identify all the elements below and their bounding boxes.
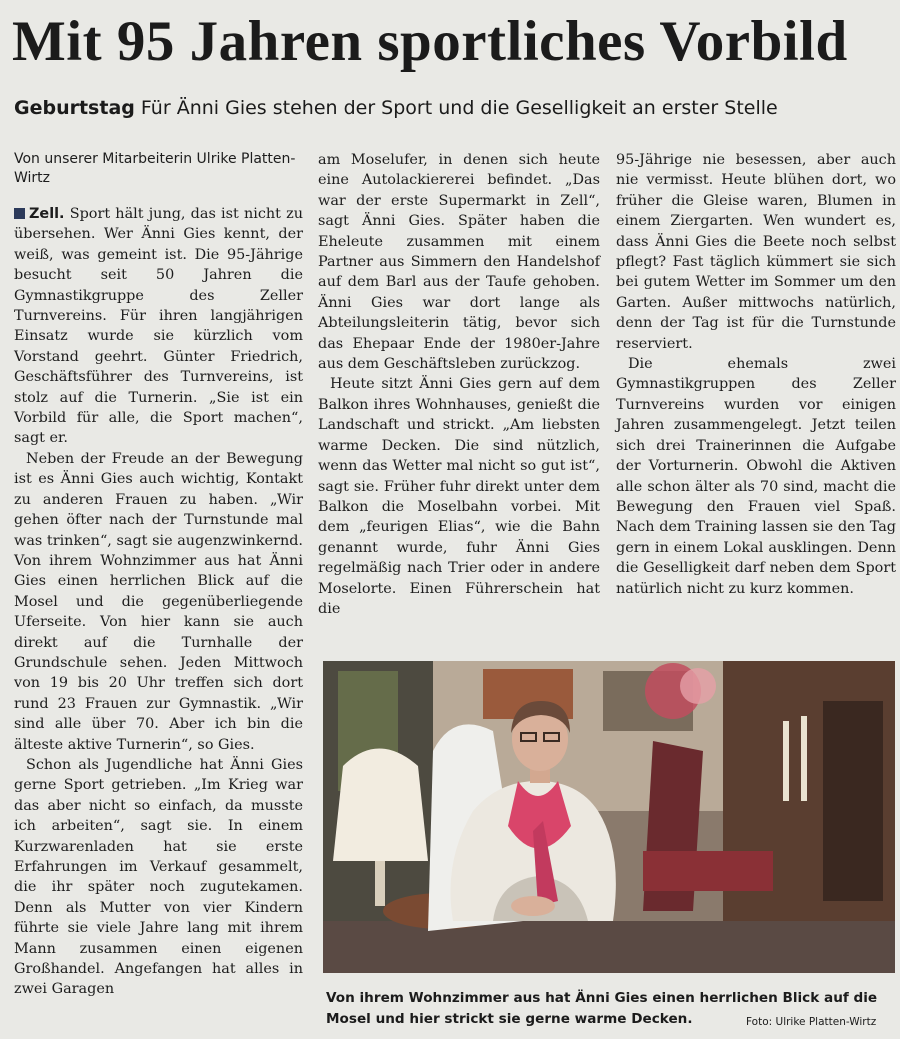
article-column-2	[318, 150, 600, 619]
subhead-text: Für Änni Gies stehen der Sport und die Geselligkeit an erster Stelle	[140, 97, 778, 119]
subhead-kicker: Geburtstag	[14, 97, 135, 119]
article-paragraph: 95-Jährige nie besessen, aber auch nie vermisst. Heute blühen dort, wo früher die Gleise waren, Blumen in einem Ziergarten. Wen wundert es, dass Änni Gies die Beete noch selbst pflegt? Fast täglich kümmert sie sich bei gutem Wetter im Sommer um den Garten. Außer mittwochs natürlich, denn der Tag ist für die Turnstunde reserviert.	[616, 152, 896, 352]
photo-credit: Foto: Ulrike Platten-Wirtz	[746, 1016, 877, 1028]
article-column-3	[616, 150, 896, 599]
living-room-illustration	[323, 661, 895, 973]
byline: Von unserer Mitarbeiterin Ulrike Platten-Wirtz	[14, 151, 296, 186]
article-photo	[323, 661, 895, 973]
article-column-1	[14, 150, 303, 1000]
article-paragraph	[14, 204, 303, 449]
photo-caption: Von ihrem Wohnzimmer aus hat Änni Gies einen herrlichen Blick auf die Mosel und hier strickt sie gerne warme Decken.	[326, 990, 878, 1027]
subheadline	[14, 95, 894, 121]
paragraph-text: Sport hält jung, das ist nicht zu übersehen. Wer Änni Gies kennt, der weiß, was gemeint ist. Die 95-Jährige besucht seit 50 Jahren die Gymnastikgruppe des Zeller Turnvereins. Für ihren langjährigen Einsatz wurde sie kürzlich vom Vorstand geehrt. Günter Friedrich, Geschäftsführer des Turnvereins, ist stolz auf die Turnerin. „Sie ist ein Vorbild für alle, die Sport machen“, sagt er.	[14, 206, 304, 447]
article-paragraph: Die ehemals zwei Gymnastikgruppen des Zeller Turnvereins wurden vor einigen Jahren zusammengelegt. Jetzt teilen sich drei Trainerinnen die Aufgabe der Vorturnerin. Obwohl die Aktiven alle schon älter als 70 sind, macht die Bewegung den Frauen viel Spaß. Nach dem Training lassen sie den Tag gern in einem Lokal ausklingen. Denn die Geselligkeit darf neben dem Sport natürlich nicht zu kurz kommen.	[616, 356, 896, 597]
article-paragraph: Neben der Freude an der Bewegung ist es Änni Gies auch wichtig, Kontakt zu anderen Frauen zu haben. „Wir gehen öfter nach der Turnstunde mal was trinken“, sagt sie augenzwinkernd. Von ihrem Wohnzimmer aus hat Änni Gies einen herrlichen Blick auf die Mosel und die gegenüberliegende Uferseite. Von hier kann sie auch direkt auf die Turnhalle der Grundschule sehen. Jeden Mittwoch von 19 bis 20 Uhr treffen sich dort rund 23 Frauen zur Gymnastik. „Wir sind alle über 70. Aber ich bin die älteste aktive Turnerin“, so Gies.	[14, 450, 303, 753]
section-marker-icon	[14, 208, 25, 219]
article-paragraph: Heute sitzt Änni Gies gern auf dem Balkon ihres Wohnhauses, genießt die Landschaft und strickt. „Am liebsten warme Decken. Die sind nützlich, wenn das Wetter mal nicht so gut ist“, sagt sie. Früher fuhr direkt unter dem Balkon die Moselbahn vorbei. Mit dem „feurigen Elias“, wie die Bahn genannt wurde, fuhr Änni Gies regelmäßig nach Trier oder in andere Moselorte. Einen Führerschein hat die	[318, 376, 600, 617]
article-paragraph: Schon als Jugendliche hat Änni Gies gerne Sport getrieben. „Im Krieg war das aber nicht so einfach, da musste ich arbeiten“, sagt sie. In einem Kurzwarenladen hat sie erste Erfahrungen im Verkauf gesammelt, die ihr später noch zugutekamen. Denn als Mutter von vier Kindern führte sie viele Jahre lang mit ihrem Mann zusammen einen eigenen Großhandel. Angefangen hat alles in zwei Garagen	[14, 756, 303, 998]
dateline: Zell.	[29, 206, 65, 222]
headline: Mit 95 Jahren sportliches Vorbild	[12, 10, 848, 73]
article-paragraph: am Moselufer, in denen sich heute eine Autolackiererei befindet. „Das war der erste Supermarkt in Zell“, sagt Änni Gies. Später haben die Eheleute zusammen mit einem Partner aus Simmern den Handelshof auf dem Barl aus der Taufe gehoben. Änni Gies war dort lange als Abteilungsleiterin tätig, bevor sich das Ehepaar Ende der 1980er-Jahre aus dem Geschäftsleben zurückzog.	[318, 152, 600, 373]
